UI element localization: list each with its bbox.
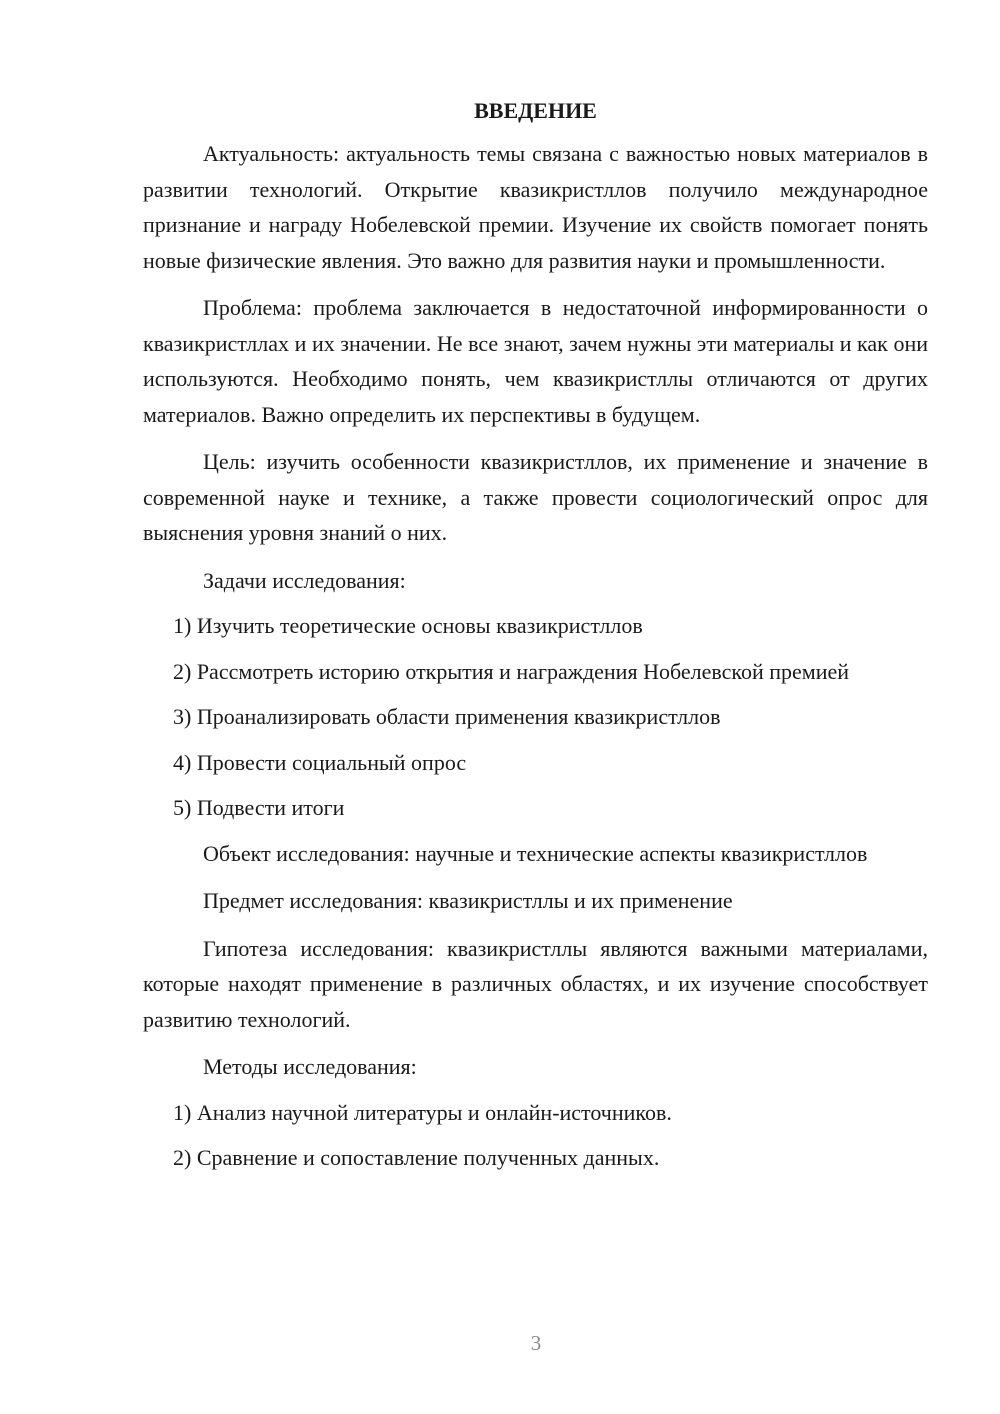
- problem-paragraph: Проблема: проблема заключается в недостаточной информированности о квазикристллах и их значении. Не все знают, зачем нужны эти материалы и как они используются. Необходимо понять, чем квазикристллы отличаются от других материалов. Важно определить их перспективы в будущем.: [143, 295, 928, 427]
- task-item: 2) Рассмотреть историю открытия и награждения Нобелевской премией: [173, 658, 850, 684]
- goal-paragraph: Цель: изучить особенности квазикристллов, их применение и значение в современной науке и технике, а также провести социологический опрос для выяснения уровня знаний о них.: [143, 449, 928, 545]
- task-item: 5) Подвести итоги: [173, 795, 345, 820]
- task-item: 3) Проанализировать области применения квазикристллов: [173, 704, 721, 729]
- task-item: 1) Изучить теоретические основы квазикристллов: [173, 613, 643, 638]
- hypothesis-paragraph: Гипотеза исследования: квазикристллы являются важными материалами, которые находят применение в различных областях, и их изучение способствует развитию технологий.: [143, 935, 928, 1032]
- methods-heading: Методы исследования:: [203, 1054, 417, 1079]
- object-paragraph: Объект исследования: научные и технические аспекты квазикристллов: [203, 840, 868, 866]
- page-number: 3: [530, 1331, 542, 1355]
- section-title: ВВЕДЕНИЕ: [474, 98, 597, 123]
- method-item: 2) Сравнение и сопоставление полученных данных.: [173, 1145, 660, 1170]
- document-page: [143, 96, 928, 1186]
- relevance-paragraph: Актуальность: актуальность темы связана с важностью новых материалов в развитии технологий. Открытие квазикристллов получило международное признание и награду Нобелевской премии. Изучение их свойств помогает понять новые физические явления. Это важно для развития науки и промышленности.: [143, 141, 928, 273]
- tasks-heading: Задачи исследования:: [203, 567, 406, 593]
- task-item: 4) Провести социальный опрос: [173, 749, 467, 775]
- method-item: 1) Анализ научной литературы и онлайн-источников.: [173, 1099, 672, 1125]
- subject-paragraph: Предмет исследования: квазикристллы и их применение: [203, 888, 733, 913]
